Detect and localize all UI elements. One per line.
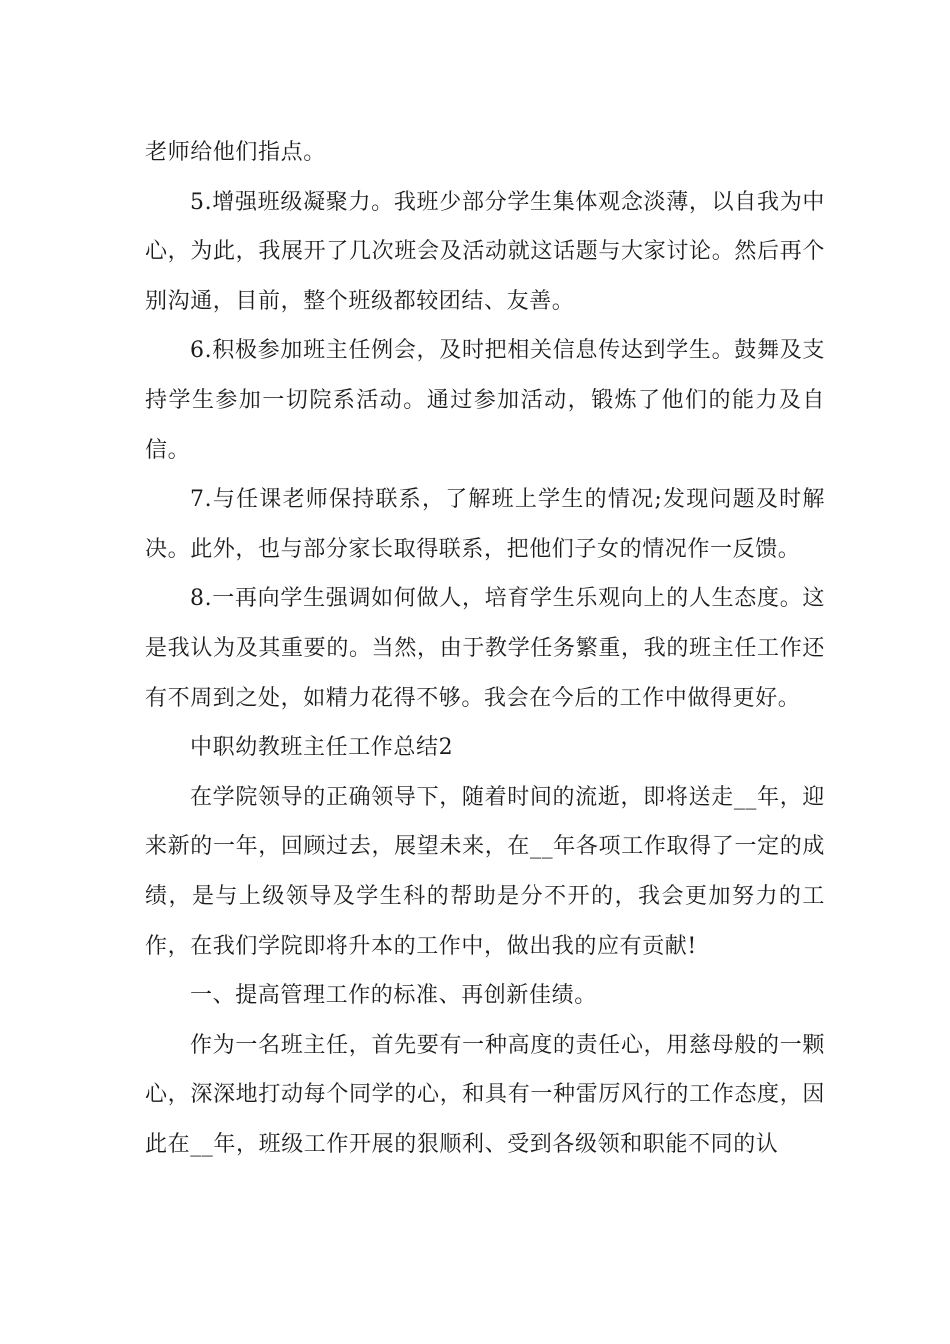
paragraph-item-5: 5.增强班级凝聚力。我班少部分学生集体观念淡薄，以自我为中心，为此，我展开了几次班会及活动就这话题与大家讨论。然后再个别沟通，目前，整个班级都较团结、友善。: [145, 189, 825, 314]
document-page: [145, 128, 825, 1169]
paragraph-item-6: 6.积极参加班主任例会，及时把相关信息传达到学生。鼓舞及支持学生参加一切院系活动。通过参加活动，锻炼了他们的能力及自信。: [145, 338, 825, 463]
paragraph-item-8: 8.一再向学生强调如何做人，培育学生乐观向上的人生态度。这是我认为及其重要的。当然，由于教学任务繁重，我的班主任工作还有不周到之处，如精力花得不够。我会在今后的工作中做得更好。: [145, 586, 825, 711]
paragraph-intro: 在学院领导的正确领导下，随着时间的流逝，即将送走__年，迎来新的一年，回顾过去，展望未来，在__年各项工作取得了一定的成绩，是与上级领导及学生科的帮助是分不开的，我会更加努力的工作，在我们学院即将升本的工作中，做出我的应有贡献!: [145, 784, 825, 959]
paragraph-continuation: 老师给他们指点。: [145, 140, 326, 165]
paragraph-item-7: 7.与任课老师保持联系，了解班上学生的情况;发现问题及时解决。此外，也与部分家长取得联系，把他们子女的情况作一反馈。: [145, 487, 825, 562]
paragraph-body: 作为一名班主任，首先要有一种高度的责任心，用慈母般的一颗心，深深地打动每个同学的心，和具有一种雷厉风行的工作态度，因此在__年，班级工作开展的狠顺利、受到各级领和职能不同的认: [145, 1032, 825, 1157]
subsection-heading: 一、提高管理工作的标准、再创新佳绩。: [190, 983, 597, 1009]
section-heading: 中职幼教班主任工作总结2: [190, 735, 454, 761]
